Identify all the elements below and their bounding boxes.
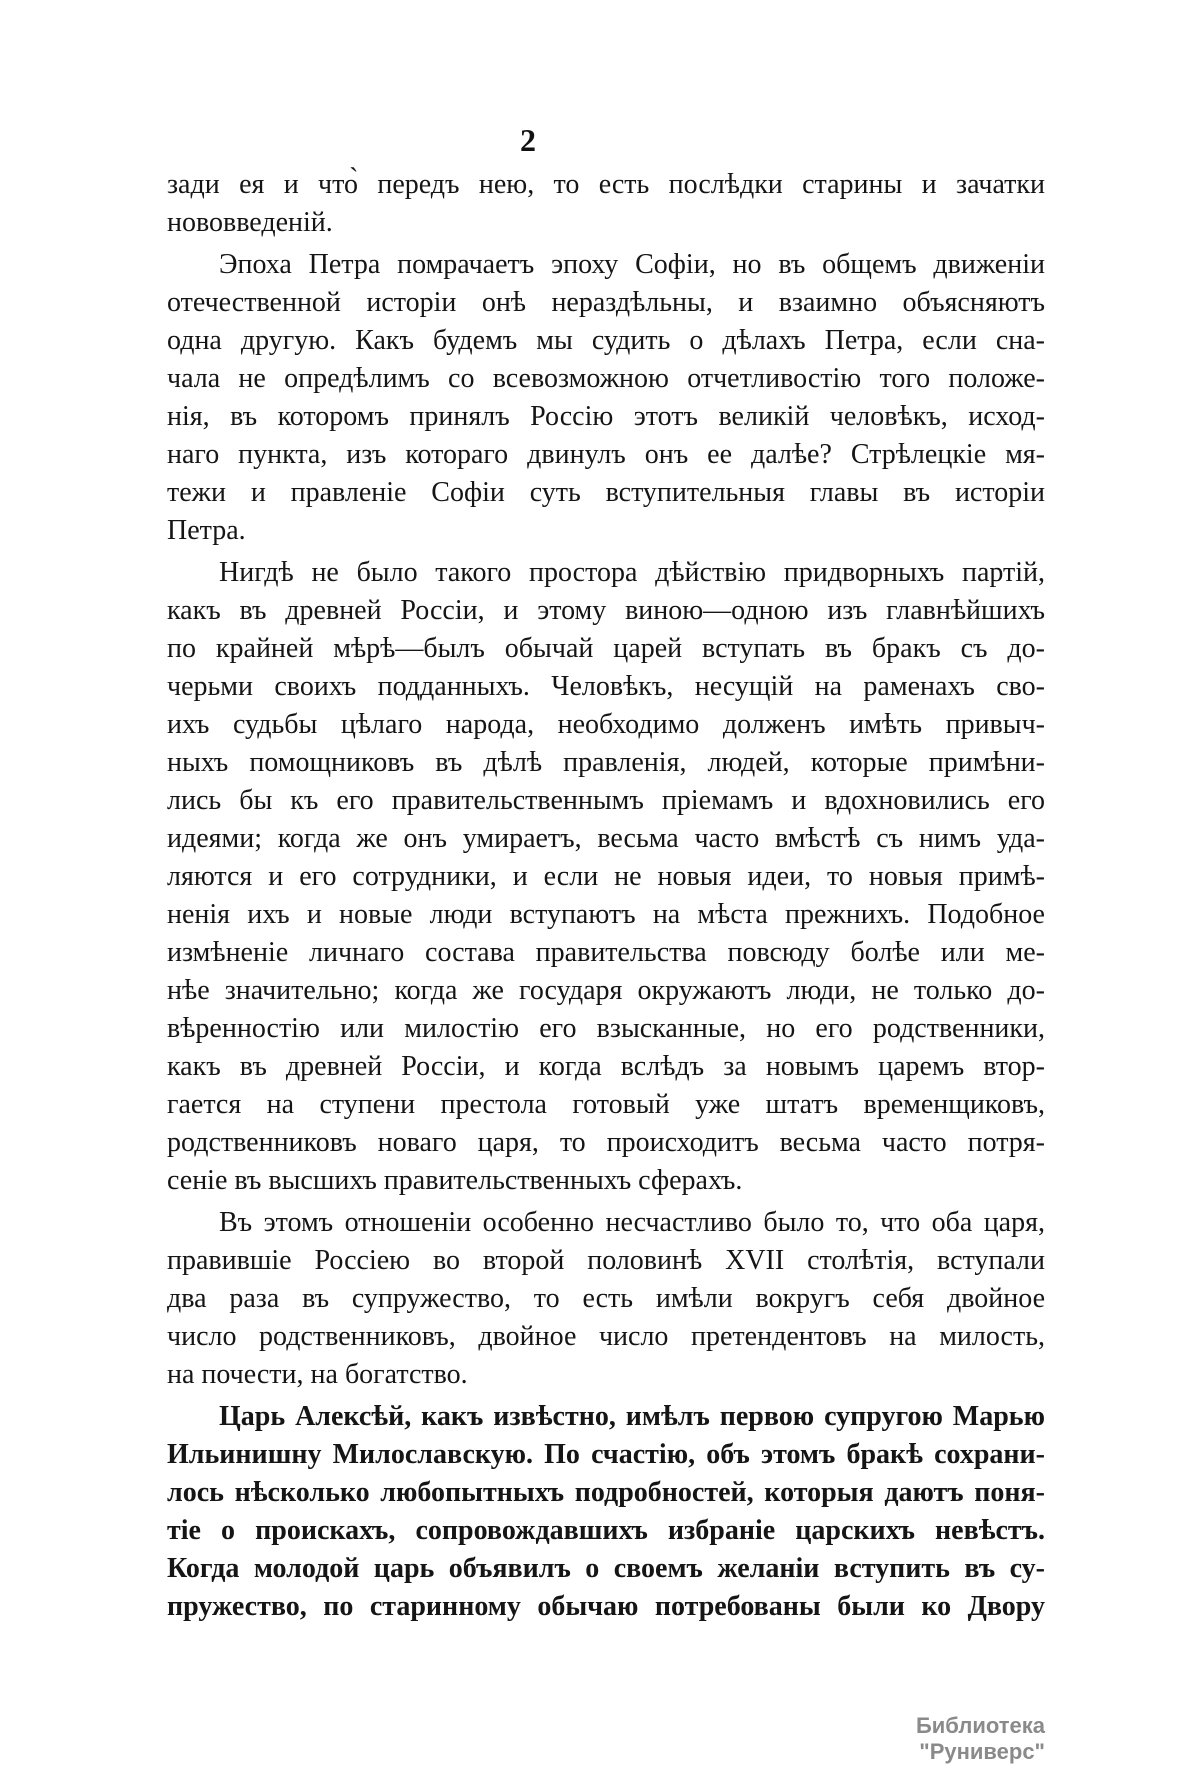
- text-line: число родственниковъ, двойное число претендентовъ на милость,: [167, 1321, 1045, 1352]
- text-line: нія, въ которомъ принялъ Россію этотъ великій человѣкъ, исход-: [167, 401, 1045, 432]
- paragraph: [167, 246, 1045, 550]
- text-line: вѣренностію или милостію его взысканные, но его родственники,: [167, 1013, 1045, 1044]
- text-line: чала не опредѣлимъ со всевозможною отчетливостію того положе-: [167, 363, 1045, 394]
- paragraph: [167, 1398, 1045, 1626]
- text-line: наго пункта, изъ котораго двинулъ онъ ее далѣе? Стрѣлецкіе мя-: [167, 439, 1045, 470]
- text-line: нововведеній.: [167, 207, 333, 238]
- text-line: гается на ступени престола готовый уже штатъ временщиковъ,: [167, 1089, 1045, 1120]
- text-line: черьми своихъ подданныхъ. Человѣкъ, несущій на раменахъ сво-: [167, 671, 1045, 702]
- text-line: Петра.: [167, 515, 246, 546]
- text-line: Когда молодой царь объявилъ о своемъ желаніи вступить въ су-: [167, 1553, 1045, 1584]
- text-line: какъ въ древней Россіи, и этому виною—одною изъ главнѣйшихъ: [167, 595, 1045, 626]
- text-line: по крайней мѣрѣ—былъ обычай царей вступать въ бракъ съ до-: [167, 633, 1045, 664]
- text-line: одна другую. Какъ будемъ мы судить о дѣлахъ Петра, если сна-: [167, 325, 1045, 356]
- text-line: Эпоха Петра помрачаетъ эпоху Софіи, но въ общемъ движеніи: [219, 249, 1045, 280]
- text-line: правившіе Россіею во второй половинѣ XVII столѣтія, вступали: [167, 1245, 1045, 1276]
- text-line: сеніе въ высшихъ правительственныхъ сферахъ.: [167, 1165, 743, 1196]
- text-line: Царь Алексѣй, какъ извѣстно, имѣлъ первою супругою Марью: [219, 1401, 1045, 1432]
- text-line: нѣе значительно; когда же государя окружаютъ люди, не только до-: [167, 975, 1045, 1006]
- text-line: идеями; когда же онъ умираетъ, весьма часто вмѣстѣ съ нимъ уда-: [167, 823, 1045, 854]
- text-line: лись бы къ его правительственнымъ пріемамъ и вдохновились его: [167, 785, 1045, 816]
- text-line: ныхъ помощниковъ въ дѣлѣ правленія, людей, которые примѣни-: [167, 747, 1045, 778]
- text-line: Въ этомъ отношеніи особенно несчастливо было то, что оба царя,: [219, 1207, 1045, 1238]
- text-line: отечественной исторіи онѣ нераздѣльны, и взаимно объясняютъ: [167, 287, 1045, 318]
- page-number: 2: [520, 122, 536, 158]
- text-line: ляются и его сотрудники, и если не новыя идеи, то новыя примѣ-: [167, 861, 1045, 892]
- text-line: ненія ихъ и новые люди вступаютъ на мѣста прежнихъ. Подобное: [167, 899, 1045, 930]
- text-line: ихъ судьбы цѣлаго народа, необходимо долженъ имѣть привыч-: [167, 709, 1045, 740]
- text-line: тежи и правленіе Софіи суть вступительныя главы въ исторіи: [167, 477, 1045, 508]
- text-line: пружество, по старинному обычаю потребованы были ко Двору: [167, 1591, 1045, 1622]
- paragraph: [167, 1204, 1045, 1394]
- text-line: на почести, на богатство.: [167, 1359, 468, 1390]
- text-line: Нигдѣ не было такого простора дѣйствію придворныхъ партій,: [219, 557, 1045, 588]
- library-watermark: Библиотека "Руниверс": [915, 1713, 1045, 1764]
- paragraph: [167, 554, 1045, 1200]
- text-line: измѣненіе личнаго состава правительства повсюду болѣе или ме-: [167, 937, 1045, 968]
- text-line: Ильинишну Милославскую. По счастію, объ этомъ бракѣ сохрани-: [167, 1439, 1045, 1470]
- text-line: два раза въ супружество, то есть имѣли вокругъ себя двойное: [167, 1283, 1045, 1314]
- text-line: тіе о проискахъ, сопровождавшихъ избраніе царскихъ невѣстъ.: [167, 1515, 1045, 1546]
- text-line: лось нѣсколько любопытныхъ подробностей, которыя даютъ поня-: [167, 1477, 1045, 1508]
- body-text: [167, 166, 1045, 1630]
- text-line: родственниковъ новаго царя, то происходитъ весьма часто потря-: [167, 1127, 1045, 1158]
- text-line: зади ея и что̀ передъ нею, то есть послѣдки старины и зачатки: [167, 169, 1045, 200]
- text-line: какъ въ древней Россіи, и когда вслѣдъ за новымъ царемъ втор-: [167, 1051, 1045, 1082]
- paragraph: [167, 166, 1045, 242]
